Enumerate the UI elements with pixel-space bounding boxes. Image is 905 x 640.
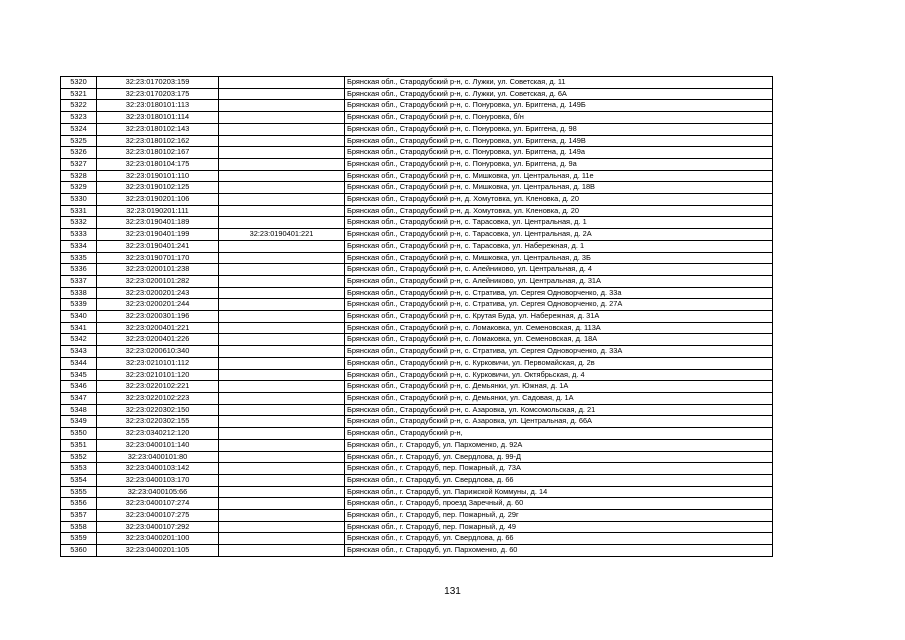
address-cell: Брянская обл., Стародубский р-н, с. Курковичи, ул. Октябрьская, д. 4 xyxy=(345,369,773,381)
previous-cadastral-number-cell xyxy=(219,88,345,100)
row-number-cell: 5337 xyxy=(61,275,97,287)
previous-cadastral-number-cell xyxy=(219,510,345,522)
table-row xyxy=(61,194,773,206)
previous-cadastral-number-cell xyxy=(219,123,345,135)
table-row xyxy=(61,428,773,440)
address-cell: Брянская обл., г. Стародуб, ул. Свердлова, д. 66 xyxy=(345,474,773,486)
cadastral-number-cell: 32:23:0170203:159 xyxy=(97,77,219,89)
row-number-cell: 5354 xyxy=(61,474,97,486)
cadastral-number-cell: 32:23:0180101:113 xyxy=(97,100,219,112)
table-row xyxy=(61,545,773,557)
row-number-cell: 5344 xyxy=(61,357,97,369)
table-row xyxy=(61,217,773,229)
previous-cadastral-number-cell xyxy=(219,521,345,533)
address-cell: Брянская обл., г. Стародуб, ул. Свердлова, д. 66 xyxy=(345,533,773,545)
row-number-cell: 5334 xyxy=(61,240,97,252)
table-row xyxy=(61,474,773,486)
address-cell: Брянская обл., Стародубский р-н, д. Хомутовка, ул. Кленовка, д. 20 xyxy=(345,205,773,217)
previous-cadastral-number-cell xyxy=(219,299,345,311)
cadastral-number-cell: 32:23:0400107:292 xyxy=(97,521,219,533)
previous-cadastral-number-cell xyxy=(219,404,345,416)
table-row xyxy=(61,123,773,135)
cadastral-number-cell: 32:23:0400105:66 xyxy=(97,486,219,498)
previous-cadastral-number-cell xyxy=(219,545,345,557)
row-number-cell: 5351 xyxy=(61,439,97,451)
row-number-cell: 5331 xyxy=(61,205,97,217)
table-row xyxy=(61,392,773,404)
previous-cadastral-number-cell xyxy=(219,264,345,276)
previous-cadastral-number-cell xyxy=(219,205,345,217)
table-row xyxy=(61,158,773,170)
previous-cadastral-number-cell xyxy=(219,182,345,194)
cadastral-number-cell: 32:23:0180102:143 xyxy=(97,123,219,135)
row-number-cell: 5339 xyxy=(61,299,97,311)
address-cell: Брянская обл., Стародубский р-н, с. Тарасовка, ул. Центральная, д. 1 xyxy=(345,217,773,229)
address-cell: Брянская обл., Стародубский р-н, с. Крутая Буда, ул. Набережная, д. 31А xyxy=(345,311,773,323)
cadastral-number-cell: 32:23:0170203:175 xyxy=(97,88,219,100)
address-cell: Брянская обл., Стародубский р-н, с. Лужки, ул. Советская, д. 6А xyxy=(345,88,773,100)
cadastral-number-cell: 32:23:0400107:275 xyxy=(97,510,219,522)
previous-cadastral-number-cell xyxy=(219,533,345,545)
cadastral-number-cell: 32:23:0180104:175 xyxy=(97,158,219,170)
previous-cadastral-number-cell xyxy=(219,486,345,498)
previous-cadastral-number-cell xyxy=(219,217,345,229)
cadastral-number-cell: 32:23:0400101:80 xyxy=(97,451,219,463)
table-row xyxy=(61,205,773,217)
address-cell: Брянская обл., г. Стародуб, пер. Пожарный, д. 29г xyxy=(345,510,773,522)
previous-cadastral-number-cell xyxy=(219,369,345,381)
row-number-cell: 5335 xyxy=(61,252,97,264)
cadastral-number-cell: 32:23:0180102:162 xyxy=(97,135,219,147)
address-cell: Брянская обл., г. Стародуб, ул. Парижской Коммуны, д. 14 xyxy=(345,486,773,498)
table-row xyxy=(61,240,773,252)
cadastral-number-cell: 32:23:0220102:223 xyxy=(97,392,219,404)
address-cell: Брянская обл., Стародубский р-н, с. Понуровка, ул. Бриггена, д. 149а xyxy=(345,147,773,159)
row-number-cell: 5324 xyxy=(61,123,97,135)
previous-cadastral-number-cell xyxy=(219,252,345,264)
address-cell: Брянская обл., Стародубский р-н, с. Понуровка, б/н xyxy=(345,112,773,124)
row-number-cell: 5347 xyxy=(61,392,97,404)
register-table-body xyxy=(61,77,773,557)
table-row xyxy=(61,521,773,533)
table-row xyxy=(61,416,773,428)
table-row xyxy=(61,170,773,182)
previous-cadastral-number-cell xyxy=(219,170,345,182)
previous-cadastral-number-cell xyxy=(219,463,345,475)
table-row xyxy=(61,404,773,416)
address-cell: Брянская обл., г. Стародуб, ул. Свердлова, д. 99-Д xyxy=(345,451,773,463)
cadastral-number-cell: 32:23:0400101:140 xyxy=(97,439,219,451)
row-number-cell: 5358 xyxy=(61,521,97,533)
previous-cadastral-number-cell xyxy=(219,416,345,428)
row-number-cell: 5322 xyxy=(61,100,97,112)
previous-cadastral-number-cell xyxy=(219,275,345,287)
row-number-cell: 5341 xyxy=(61,322,97,334)
address-cell: Брянская обл., Стародубский р-н, с. Тарасовка, ул. Набережная, д. 1 xyxy=(345,240,773,252)
address-cell: Брянская обл., Стародубский р-н, с. Стратива, ул. Сергея Одноворченко, д. 33А xyxy=(345,346,773,358)
row-number-cell: 5360 xyxy=(61,545,97,557)
previous-cadastral-number-cell xyxy=(219,135,345,147)
previous-cadastral-number-cell xyxy=(219,346,345,358)
address-cell: Брянская обл., Стародубский р-н, с. Тарасовка, ул. Центральная, д. 2А xyxy=(345,229,773,241)
row-number-cell: 5357 xyxy=(61,510,97,522)
table-row xyxy=(61,252,773,264)
previous-cadastral-number-cell: 32:23:0190401:221 xyxy=(219,229,345,241)
row-number-cell: 5321 xyxy=(61,88,97,100)
table-row xyxy=(61,229,773,241)
cadastral-number-cell: 32:23:0200101:238 xyxy=(97,264,219,276)
table-row xyxy=(61,533,773,545)
row-number-cell: 5330 xyxy=(61,194,97,206)
address-cell: Брянская обл., Стародубский р-н, с. Ломаковка, ул. Семеновская, д. 18А xyxy=(345,334,773,346)
row-number-cell: 5343 xyxy=(61,346,97,358)
address-cell: Брянская обл., Стародубский р-н, с. Азаровка, ул. Центральная, д. 66А xyxy=(345,416,773,428)
row-number-cell: 5359 xyxy=(61,533,97,545)
cadastral-number-cell: 32:23:0190401:199 xyxy=(97,229,219,241)
table-row xyxy=(61,369,773,381)
address-cell: Брянская обл., Стародубский р-н, с. Стратива, ул. Сергея Одноворченко, д. 27А xyxy=(345,299,773,311)
previous-cadastral-number-cell xyxy=(219,158,345,170)
table-row xyxy=(61,334,773,346)
address-cell: Брянская обл., Стародубский р-н, с. Понуровка, ул. Бриггена, д. 149Б xyxy=(345,100,773,112)
cadastral-number-cell: 32:23:0200101:282 xyxy=(97,275,219,287)
previous-cadastral-number-cell xyxy=(219,112,345,124)
cadastral-number-cell: 32:23:0400201:105 xyxy=(97,545,219,557)
previous-cadastral-number-cell xyxy=(219,474,345,486)
row-number-cell: 5338 xyxy=(61,287,97,299)
table-row xyxy=(61,381,773,393)
row-number-cell: 5340 xyxy=(61,311,97,323)
cadastral-number-cell: 32:23:0190401:241 xyxy=(97,240,219,252)
table-row xyxy=(61,287,773,299)
property-register-table xyxy=(60,76,773,557)
cadastral-number-cell: 32:23:0200301:196 xyxy=(97,311,219,323)
row-number-cell: 5349 xyxy=(61,416,97,428)
previous-cadastral-number-cell xyxy=(219,100,345,112)
address-cell: Брянская обл., Стародубский р-н, с. Мишковка, ул. Центральная, д. 18В xyxy=(345,182,773,194)
cadastral-number-cell: 32:23:0400107:274 xyxy=(97,498,219,510)
table-row xyxy=(61,486,773,498)
previous-cadastral-number-cell xyxy=(219,392,345,404)
cadastral-number-cell: 32:23:0200201:244 xyxy=(97,299,219,311)
previous-cadastral-number-cell xyxy=(219,194,345,206)
table-row xyxy=(61,463,773,475)
cadastral-number-cell: 32:23:0220102:221 xyxy=(97,381,219,393)
address-cell: Брянская обл., г. Стародуб, ул. Пархоменко, д. 60 xyxy=(345,545,773,557)
address-cell: Брянская обл., Стародубский р-н, с. Стратива, ул. Сергея Одноворченко, д. 33а xyxy=(345,287,773,299)
address-cell: Брянская обл., Стародубский р-н, с. Понуровка, ул. Бриггена, д. 149В xyxy=(345,135,773,147)
previous-cadastral-number-cell xyxy=(219,381,345,393)
cadastral-number-cell: 32:23:0220302:150 xyxy=(97,404,219,416)
cadastral-number-cell: 32:23:0210101:112 xyxy=(97,357,219,369)
row-number-cell: 5355 xyxy=(61,486,97,498)
cadastral-number-cell: 32:23:0400103:170 xyxy=(97,474,219,486)
previous-cadastral-number-cell xyxy=(219,357,345,369)
address-cell: Брянская обл., Стародубский р-н, xyxy=(345,428,773,440)
row-number-cell: 5353 xyxy=(61,463,97,475)
table-row xyxy=(61,77,773,89)
address-cell: Брянская обл., Стародубский р-н, с. Алейниково, ул. Центральная, д. 31А xyxy=(345,275,773,287)
cadastral-number-cell: 32:23:0400201:100 xyxy=(97,533,219,545)
previous-cadastral-number-cell xyxy=(219,322,345,334)
table-row xyxy=(61,357,773,369)
address-cell: Брянская обл., Стародубский р-н, с. Ломаковка, ул. Семеновская, д. 113А xyxy=(345,322,773,334)
previous-cadastral-number-cell xyxy=(219,451,345,463)
table-row xyxy=(61,311,773,323)
cadastral-number-cell: 32:23:0190101:110 xyxy=(97,170,219,182)
previous-cadastral-number-cell xyxy=(219,498,345,510)
previous-cadastral-number-cell xyxy=(219,77,345,89)
row-number-cell: 5352 xyxy=(61,451,97,463)
cadastral-number-cell: 32:23:0200401:221 xyxy=(97,322,219,334)
row-number-cell: 5323 xyxy=(61,112,97,124)
row-number-cell: 5325 xyxy=(61,135,97,147)
row-number-cell: 5327 xyxy=(61,158,97,170)
row-number-cell: 5345 xyxy=(61,369,97,381)
previous-cadastral-number-cell xyxy=(219,147,345,159)
cadastral-number-cell: 32:23:0180102:167 xyxy=(97,147,219,159)
table-row xyxy=(61,182,773,194)
cadastral-number-cell: 32:23:0180101:114 xyxy=(97,112,219,124)
cadastral-number-cell: 32:23:0340212:120 xyxy=(97,428,219,440)
address-cell: Брянская обл., Стародубский р-н, с. Мишковка, ул. Центральная, д. 3Б xyxy=(345,252,773,264)
table-row xyxy=(61,510,773,522)
table-row xyxy=(61,299,773,311)
row-number-cell: 5350 xyxy=(61,428,97,440)
row-number-cell: 5320 xyxy=(61,77,97,89)
row-number-cell: 5348 xyxy=(61,404,97,416)
table-row xyxy=(61,135,773,147)
previous-cadastral-number-cell xyxy=(219,287,345,299)
table-row xyxy=(61,88,773,100)
row-number-cell: 5342 xyxy=(61,334,97,346)
previous-cadastral-number-cell xyxy=(219,334,345,346)
table-row xyxy=(61,451,773,463)
address-cell: Брянская обл., г. Стародуб, проезд Заречный, д. 60 xyxy=(345,498,773,510)
row-number-cell: 5329 xyxy=(61,182,97,194)
address-cell: Брянская обл., Стародубский р-н, с. Лужки, ул. Советская, д. 11 xyxy=(345,77,773,89)
address-cell: Брянская обл., Стародубский р-н, с. Азаровка, ул. Комсомольская, д. 21 xyxy=(345,404,773,416)
address-cell: Брянская обл., Стародубский р-н, с. Курковичи, ул. Первомайская, д. 2в xyxy=(345,357,773,369)
table-row xyxy=(61,264,773,276)
row-number-cell: 5336 xyxy=(61,264,97,276)
row-number-cell: 5332 xyxy=(61,217,97,229)
previous-cadastral-number-cell xyxy=(219,240,345,252)
table-row xyxy=(61,147,773,159)
previous-cadastral-number-cell xyxy=(219,439,345,451)
cadastral-number-cell: 32:23:0190701:170 xyxy=(97,252,219,264)
page-number: 131 xyxy=(444,586,461,597)
row-number-cell: 5333 xyxy=(61,229,97,241)
table-row xyxy=(61,439,773,451)
cadastral-number-cell: 32:23:0200401:226 xyxy=(97,334,219,346)
row-number-cell: 5328 xyxy=(61,170,97,182)
row-number-cell: 5356 xyxy=(61,498,97,510)
table-row xyxy=(61,112,773,124)
previous-cadastral-number-cell xyxy=(219,428,345,440)
address-cell: Брянская обл., г. Стародуб, пер. Пожарный, д. 49 xyxy=(345,521,773,533)
cadastral-number-cell: 32:23:0200201:243 xyxy=(97,287,219,299)
cadastral-number-cell: 32:23:0210101:120 xyxy=(97,369,219,381)
cadastral-number-cell: 32:23:0190201:111 xyxy=(97,205,219,217)
cadastral-number-cell: 32:23:0220302:155 xyxy=(97,416,219,428)
cadastral-number-cell: 32:23:0400103:142 xyxy=(97,463,219,475)
row-number-cell: 5346 xyxy=(61,381,97,393)
table-row xyxy=(61,498,773,510)
table-row xyxy=(61,322,773,334)
cadastral-number-cell: 32:23:0190401:189 xyxy=(97,217,219,229)
table-row xyxy=(61,100,773,112)
address-cell: Брянская обл., Стародубский р-н, с. Демьянки, ул. Южная, д. 1А xyxy=(345,381,773,393)
cadastral-number-cell: 32:23:0190102:125 xyxy=(97,182,219,194)
previous-cadastral-number-cell xyxy=(219,311,345,323)
address-cell: Брянская обл., Стародубский р-н, с. Понуровка, ул. Бриггена, д. 9а xyxy=(345,158,773,170)
cadastral-number-cell: 32:23:0200610:340 xyxy=(97,346,219,358)
address-cell: Брянская обл., Стародубский р-н, с. Мишковка, ул. Центральная, д. 11е xyxy=(345,170,773,182)
address-cell: Брянская обл., Стародубский р-н, с. Понуровка, ул. Бриггена, д. 98 xyxy=(345,123,773,135)
address-cell: Брянская обл., г. Стародуб, пер. Пожарный, д. 73А xyxy=(345,463,773,475)
address-cell: Брянская обл., Стародубский р-н, с. Демьянки, ул. Садовая, д. 1А xyxy=(345,392,773,404)
address-cell: Брянская обл., г. Стародуб, ул. Пархоменко, д. 92А xyxy=(345,439,773,451)
table-row xyxy=(61,346,773,358)
cadastral-number-cell: 32:23:0190201:106 xyxy=(97,194,219,206)
address-cell: Брянская обл., Стародубский р-н, д. Хомутовка, ул. Кленовка, д. 20 xyxy=(345,194,773,206)
row-number-cell: 5326 xyxy=(61,147,97,159)
address-cell: Брянская обл., Стародубский р-н, с. Алейниково, ул. Центральная, д. 4 xyxy=(345,264,773,276)
table-row xyxy=(61,275,773,287)
